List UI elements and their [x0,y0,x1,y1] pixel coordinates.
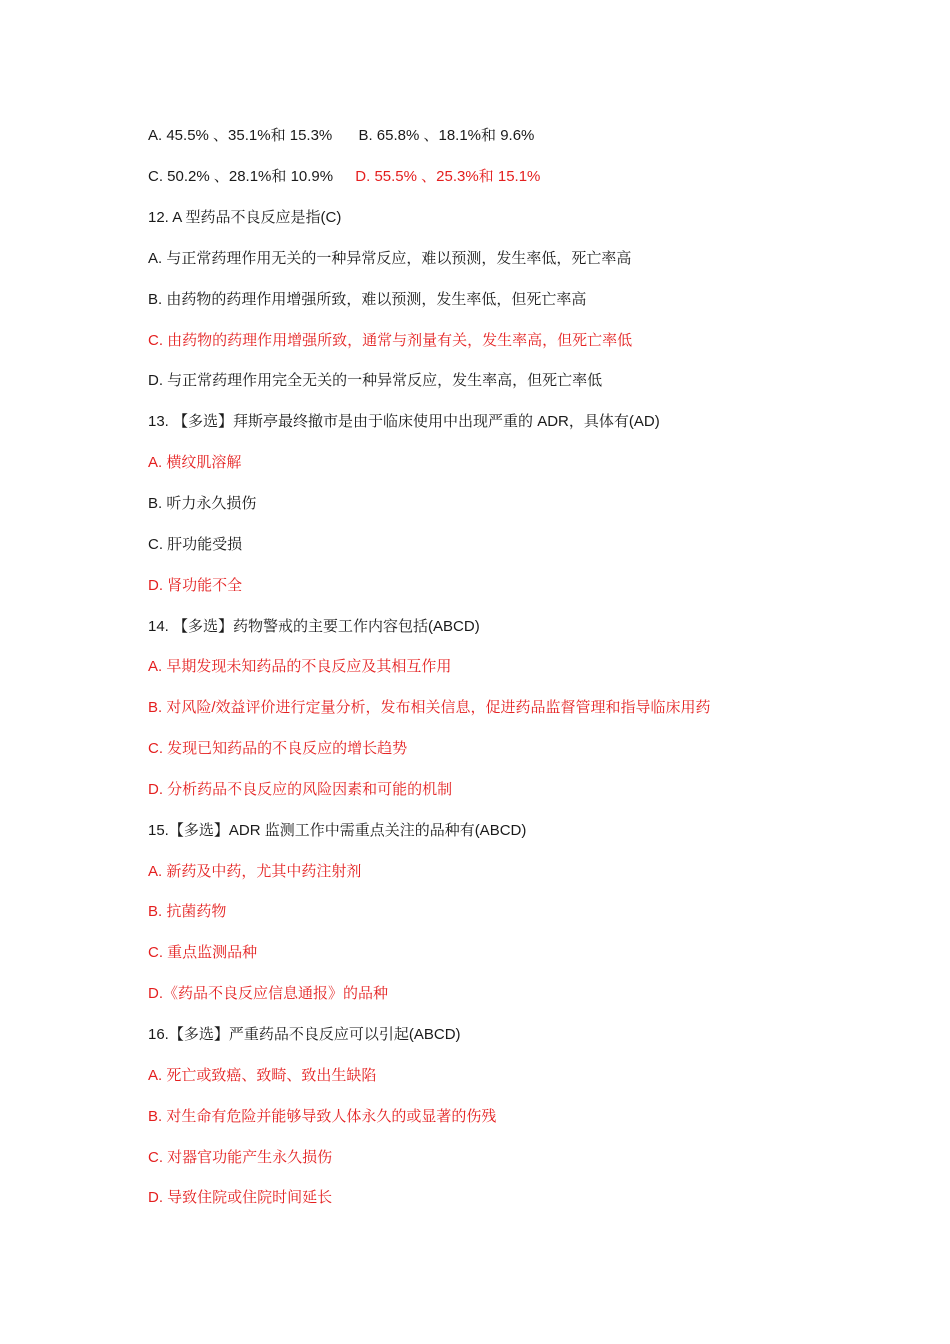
q13-option-c: C. 肝功能受损 [148,536,243,553]
q15-option-a-answer: A. 新药及中药，尤其中药注射剂 [148,863,362,880]
q15-option-c-answer: C. 重点监测品种 [148,944,258,961]
q13-option-a-answer: A. 横纹肌溶解 [148,454,242,471]
q11-option-a: A. 45.5% 、35.1%和 15.3% [148,127,333,144]
q14-option-d-answer: D. 分析药品不良反应的风险因素和可能的机制 [148,781,453,798]
q15-option-b-answer: B. 抗菌药物 [148,903,227,920]
q11-option-b: B. 65.8% 、18.1%和 9.6% [358,127,535,144]
q12-option-d: D. 与正常药理作用完全无关的一种异常反应，发生率高，但死亡率低 [148,372,603,389]
q15-option-d-answer: D.《药品不良反应信息通报》的品种 [148,985,389,1002]
q14-option-c-answer: C. 发现已知药品的不良反应的增长趋势 [148,740,408,757]
q16-option-d-answer: D. 导致住院或住院时间延长 [148,1189,333,1206]
q12-option-b: B. 由药物的药理作用增强所致，难以预测，发生率低，但死亡率高 [148,291,587,308]
q14-stem: 14. 【多选】药物警戒的主要工作内容包括(ABCD) [148,618,480,635]
q12-option-a: A. 与正常药理作用无关的一种异常反应，难以预测，发生率低，死亡率高 [148,250,632,267]
q15-stem: 15.【多选】ADR 监测工作中需重点关注的品种有(ABCD) [148,822,527,839]
q16-option-c-answer: C. 对器官功能产生永久损伤 [148,1149,333,1166]
q13-option-d-answer: D. 肾功能不全 [148,577,243,594]
q14-option-b-answer: B. 对风险/效益评价进行定量分析，发布相关信息，促进药品监督管理和指导临床用药 [148,699,711,716]
q11-option-d-answer: D. 55.5% 、25.3%和 15.1% [355,168,541,185]
q12-stem: 12. A 型药品不良反应是指(C) [148,209,342,226]
q11-options-row-1 [148,126,534,146]
q12-option-c-answer: C. 由药物的药理作用增强所致，通常与剂量有关，发生率高，但死亡率低 [148,332,633,349]
q16-stem: 16.【多选】严重药品不良反应可以引起(ABCD) [148,1026,461,1043]
q13-stem: 13. 【多选】拜斯亭最终撤市是由于临床使用中出现严重的 ADR，具体有(AD) [148,413,660,430]
q13-option-b: B. 听力永久损伤 [148,495,257,512]
q11-options-row-2 [148,167,540,187]
q16-option-a-answer: A. 死亡或致癌、致畸、致出生缺陷 [148,1067,377,1084]
q14-option-a-answer: A. 早期发现未知药品的不良反应及其相互作用 [148,658,452,675]
q11-option-c: C. 50.2% 、28.1%和 10.9% [148,168,334,185]
q16-option-b-answer: B. 对生命有危险并能够导致人体永久的或显著的伤残 [148,1108,497,1125]
